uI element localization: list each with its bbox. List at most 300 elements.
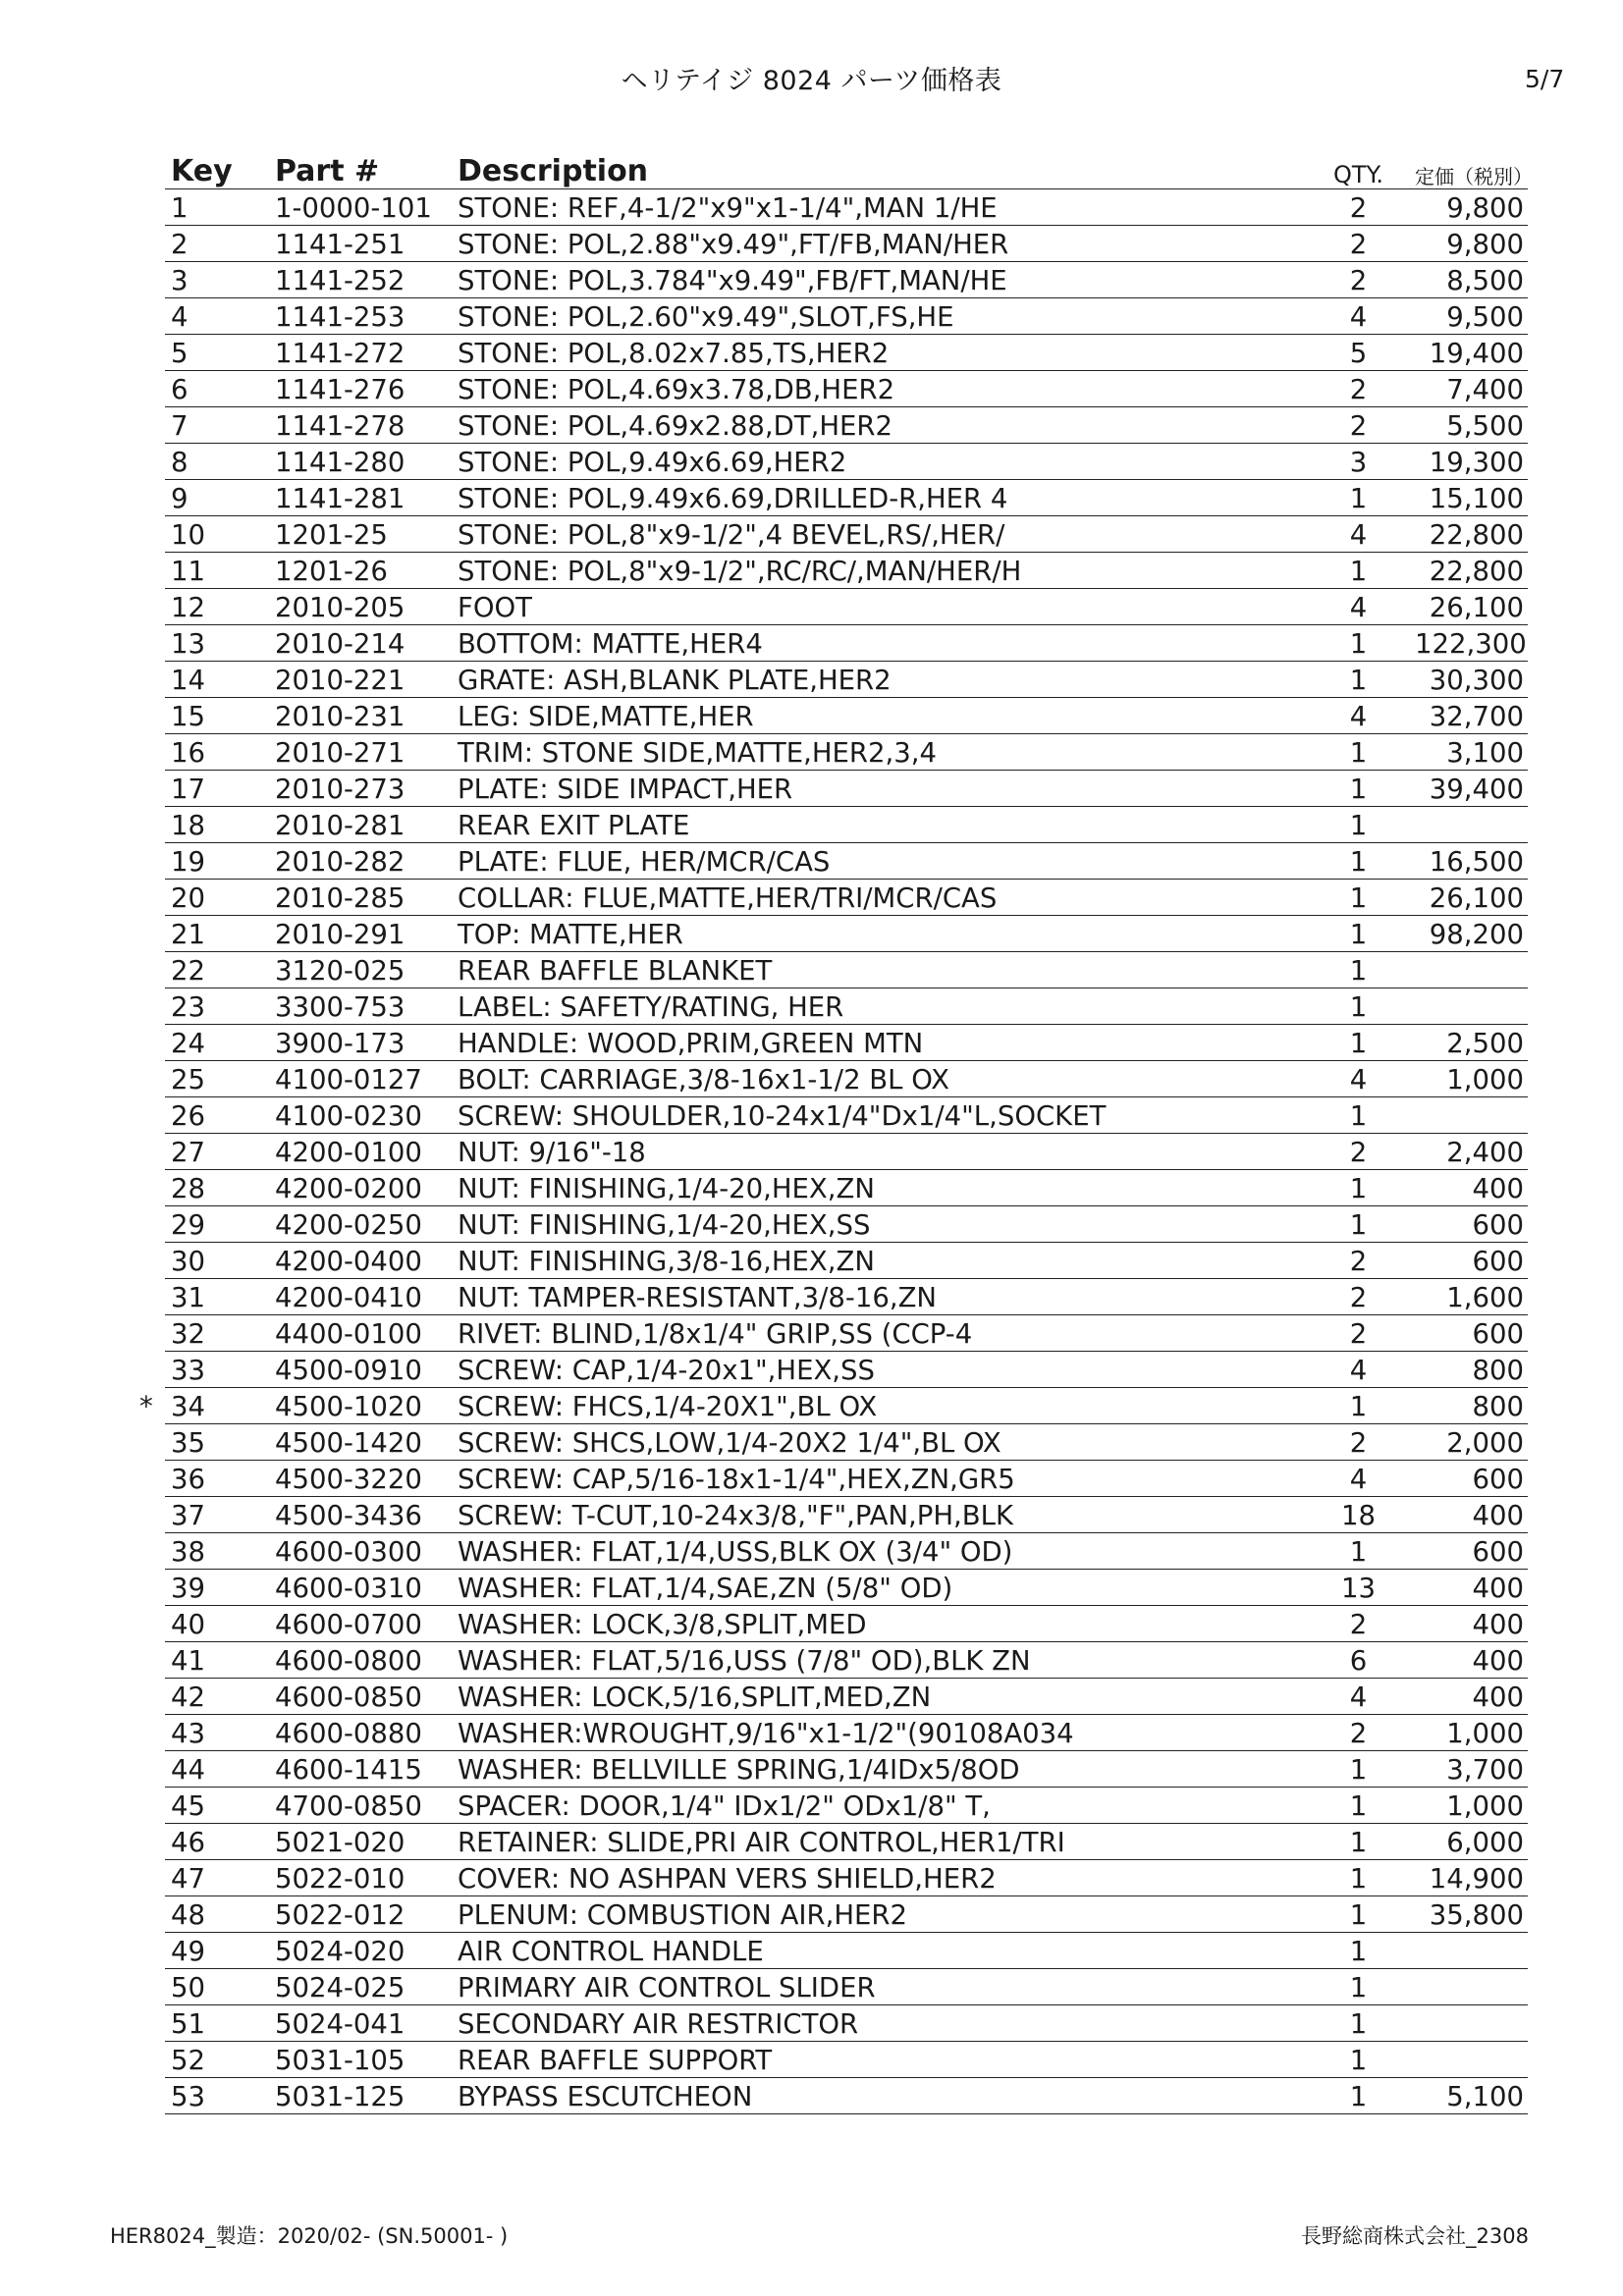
key-cell: [165, 1788, 275, 1824]
key-cell: [165, 371, 275, 407]
key-number: 52: [171, 2044, 205, 2076]
price-cell: [1415, 807, 1528, 843]
key-number: 16: [171, 736, 205, 769]
part-number-cell: 5022-012: [275, 1896, 458, 1933]
qty-cell: 1: [1302, 1824, 1415, 1860]
table-row: [165, 298, 1528, 335]
part-number-cell: 4500-1020: [275, 1388, 458, 1424]
price-cell: [1415, 1933, 1528, 1969]
key-cell: [165, 952, 275, 988]
table-row: [165, 771, 1528, 807]
key-cell: [165, 1824, 275, 1860]
table-row: [165, 1570, 1528, 1606]
table-row: [165, 843, 1528, 880]
description-cell: PLENUM: COMBUSTION AIR,HER2: [458, 1896, 1302, 1933]
key-number: 22: [171, 954, 205, 987]
key-number: 2: [171, 228, 189, 260]
table-row: [165, 335, 1528, 371]
qty-cell: 1: [1302, 553, 1415, 589]
table-row: [165, 407, 1528, 444]
qty-cell: 2: [1302, 189, 1415, 226]
key-number: 37: [171, 1499, 205, 1531]
qty-cell: 2: [1302, 407, 1415, 444]
qty-cell: 5: [1302, 335, 1415, 371]
key-number: 50: [171, 1971, 205, 2003]
description-cell: WASHER: FLAT,5/16,USS (7/8" OD),BLK ZN: [458, 1642, 1302, 1679]
table-row: [165, 1243, 1528, 1279]
column-header-price: 定価（税別）: [1415, 165, 1533, 188]
description-cell: COVER: NO ASHPAN VERS SHIELD,HER2: [458, 1860, 1302, 1896]
price-cell: 22,800: [1415, 553, 1528, 589]
part-number-cell: 4600-0310: [275, 1570, 458, 1606]
description-cell: NUT: 9/16"-18: [458, 1134, 1302, 1170]
table-row: [165, 262, 1528, 298]
part-number-cell: 1201-25: [275, 516, 458, 553]
key-number: 29: [171, 1208, 205, 1241]
part-number-cell: 5024-020: [275, 1933, 458, 1969]
price-cell: 6,000: [1415, 1824, 1528, 1860]
description-cell: LABEL: SAFETY/RATING, HER: [458, 988, 1302, 1025]
table-row: [165, 698, 1528, 734]
price-cell: 14,900: [1415, 1860, 1528, 1896]
qty-cell: 4: [1302, 298, 1415, 335]
key-cell: [165, 1279, 275, 1315]
table-row: [165, 589, 1528, 625]
description-cell: NUT: FINISHING,3/8-16,HEX,ZN: [458, 1243, 1302, 1279]
description-cell: WASHER: BELLVILLE SPRING,1/4IDx5/8OD: [458, 1751, 1302, 1788]
part-number-cell: 4600-1415: [275, 1751, 458, 1788]
key-number: 20: [171, 881, 205, 914]
part-number-cell: 2010-214: [275, 625, 458, 662]
description-cell: REAR BAFFLE BLANKET: [458, 952, 1302, 988]
table-row: [165, 734, 1528, 771]
column-header-key: Key: [171, 154, 233, 188]
description-cell: STONE: POL,3.784"x9.49",FB/FT,MAN/HE: [458, 262, 1302, 298]
key-cell: [165, 1679, 275, 1715]
key-cell: [165, 553, 275, 589]
price-cell: 400: [1415, 1642, 1528, 1679]
description-cell: SCREW: T-CUT,10-24x3/8,"F",PAN,PH,BLK: [458, 1497, 1302, 1533]
qty-cell: 1: [1302, 1206, 1415, 1243]
price-cell: 3,700: [1415, 1751, 1528, 1788]
price-cell: 400: [1415, 1679, 1528, 1715]
key-cell: [165, 988, 275, 1025]
part-number-cell: 2010-271: [275, 734, 458, 771]
part-number-cell: 4200-0200: [275, 1170, 458, 1206]
key-number: 38: [171, 1535, 205, 1568]
key-number: 42: [171, 1681, 205, 1713]
key-cell: [165, 1025, 275, 1061]
table-row: [165, 1860, 1528, 1896]
key-cell: [165, 662, 275, 698]
key-number: 3: [171, 264, 189, 296]
description-cell: BOLT: CARRIAGE,3/8-16x1-1/2 BL OX: [458, 1061, 1302, 1097]
key-cell: [165, 262, 275, 298]
key-number: 1: [171, 191, 189, 224]
key-cell: [165, 1969, 275, 2005]
part-number-cell: 5022-010: [275, 1860, 458, 1896]
price-cell: 1,600: [1415, 1279, 1528, 1315]
price-cell: 1,000: [1415, 1061, 1528, 1097]
key-number: 24: [171, 1027, 205, 1059]
part-number-cell: 4200-0400: [275, 1243, 458, 1279]
key-cell: [165, 880, 275, 916]
key-cell: [165, 2005, 275, 2042]
description-cell: NUT: FINISHING,1/4-20,HEX,SS: [458, 1206, 1302, 1243]
part-number-cell: 4200-0250: [275, 1206, 458, 1243]
price-cell: [1415, 2005, 1528, 2042]
description-cell: WASHER: FLAT,1/4,SAE,ZN (5/8" OD): [458, 1570, 1302, 1606]
table-row: [165, 1751, 1528, 1788]
description-cell: WASHER:WROUGHT,9/16"x1-1/2"(90108A034: [458, 1715, 1302, 1751]
key-cell: [165, 625, 275, 662]
key-cell: [165, 771, 275, 807]
price-cell: [1415, 988, 1528, 1025]
table-row: [165, 1097, 1528, 1134]
key-cell: [139, 1388, 275, 1424]
price-cell: 15,100: [1415, 480, 1528, 516]
description-cell: NUT: TAMPER-RESISTANT,3/8-16,ZN: [458, 1279, 1302, 1315]
key-number: 40: [171, 1608, 205, 1640]
key-number: 5: [171, 337, 189, 369]
price-cell: 5,500: [1415, 407, 1528, 444]
description-cell: STONE: POL,2.88"x9.49",FT/FB,MAN/HER: [458, 226, 1302, 262]
table-row: [165, 916, 1528, 952]
key-cell: [165, 298, 275, 335]
part-number-cell: 3120-025: [275, 952, 458, 988]
part-number-cell: 4200-0410: [275, 1279, 458, 1315]
part-number-cell: 1141-280: [275, 444, 458, 480]
footer-company: 長野総商株式会社_2308: [1301, 2224, 1529, 2248]
part-number-cell: 3300-753: [275, 988, 458, 1025]
description-cell: STONE: POL,2.60"x9.49",SLOT,FS,HE: [458, 298, 1302, 335]
key-number: 13: [171, 627, 205, 660]
price-cell: 7,400: [1415, 371, 1528, 407]
key-number: 36: [171, 1463, 205, 1495]
description-cell: STONE: POL,8.02x7.85,TS,HER2: [458, 335, 1302, 371]
part-number-cell: 4600-0880: [275, 1715, 458, 1751]
description-cell: RIVET: BLIND,1/8x1/4" GRIP,SS (CCP-4: [458, 1315, 1302, 1352]
table-row: [165, 1788, 1528, 1824]
key-cell: [165, 734, 275, 771]
price-cell: 2,400: [1415, 1134, 1528, 1170]
key-cell: [165, 1751, 275, 1788]
table-row: [165, 1896, 1528, 1933]
qty-cell: 4: [1302, 1461, 1415, 1497]
description-cell: BYPASS ESCUTCHEON: [458, 2078, 1302, 2114]
price-cell: [1415, 952, 1528, 988]
price-cell: 400: [1415, 1606, 1528, 1642]
table-row: [165, 1315, 1528, 1352]
table-row: [165, 1424, 1528, 1461]
qty-cell: 1: [1302, 1788, 1415, 1824]
part-number-cell: 2010-281: [275, 807, 458, 843]
description-cell: AIR CONTROL HANDLE: [458, 1933, 1302, 1969]
key-number: 18: [171, 809, 205, 841]
key-cell: [165, 1497, 275, 1533]
key-cell: [165, 807, 275, 843]
description-cell: COLLAR: FLUE,MATTE,HER/TRI/MCR/CAS: [458, 880, 1302, 916]
qty-cell: 2: [1302, 226, 1415, 262]
key-number: 27: [171, 1136, 205, 1168]
qty-cell: 1: [1302, 1388, 1415, 1424]
part-number-cell: 2010-285: [275, 880, 458, 916]
description-cell: FOOT: [458, 589, 1302, 625]
description-cell: WASHER: FLAT,1/4,USS,BLK OX (3/4" OD): [458, 1533, 1302, 1570]
qty-cell: 2: [1302, 1315, 1415, 1352]
description-cell: HANDLE: WOOD,PRIM,GREEN MTN: [458, 1025, 1302, 1061]
key-cell: [165, 407, 275, 444]
price-cell: 600: [1415, 1243, 1528, 1279]
page-title: ヘリテイジ 8024 パーツ価格表: [621, 66, 1002, 96]
part-number-cell: 1201-26: [275, 553, 458, 589]
description-cell: STONE: POL,9.49x6.69,DRILLED-R,HER 4: [458, 480, 1302, 516]
qty-cell: 1: [1302, 2042, 1415, 2078]
column-header-description: Description: [458, 154, 649, 188]
description-cell: SCREW: FHCS,1/4-20X1",BL OX: [458, 1388, 1302, 1424]
part-number-cell: 2010-221: [275, 662, 458, 698]
qty-cell: 1: [1302, 807, 1415, 843]
part-number-cell: 5021-020: [275, 1824, 458, 1860]
qty-cell: 2: [1302, 262, 1415, 298]
table-row: [165, 553, 1528, 589]
qty-cell: 2: [1302, 1715, 1415, 1751]
description-cell: RETAINER: SLIDE,PRI AIR CONTROL,HER1/TRI: [458, 1824, 1302, 1860]
table-row: [165, 625, 1528, 662]
part-number-cell: 4200-0100: [275, 1134, 458, 1170]
description-cell: STONE: POL,8"x9-1/2",4 BEVEL,RS/,HER/: [458, 516, 1302, 553]
qty-cell: 2: [1302, 1134, 1415, 1170]
qty-cell: 1: [1302, 480, 1415, 516]
table-row: [165, 1061, 1528, 1097]
part-number-cell: 1141-278: [275, 407, 458, 444]
table-row: [165, 371, 1528, 407]
key-cell: [165, 2078, 275, 2114]
key-number: 39: [171, 1572, 205, 1604]
key-cell: [165, 1606, 275, 1642]
key-cell: [165, 189, 275, 226]
part-number-cell: 4700-0850: [275, 1788, 458, 1824]
description-cell: SCREW: CAP,1/4-20x1",HEX,SS: [458, 1352, 1302, 1388]
description-cell: SCREW: CAP,5/16-18x1-1/4",HEX,ZN,GR5: [458, 1461, 1302, 1497]
key-cell: [165, 589, 275, 625]
description-cell: WASHER: LOCK,3/8,SPLIT,MED: [458, 1606, 1302, 1642]
key-cell: [165, 1315, 275, 1352]
qty-cell: 2: [1302, 1243, 1415, 1279]
key-number: 32: [171, 1317, 205, 1350]
table-row: [165, 1642, 1528, 1679]
qty-cell: 1: [1302, 843, 1415, 880]
qty-cell: 2: [1302, 1424, 1415, 1461]
table-row: [165, 480, 1528, 516]
key-number: 23: [171, 990, 205, 1023]
part-number-cell: 5031-105: [275, 2042, 458, 2078]
description-cell: WASHER: LOCK,5/16,SPLIT,MED,ZN: [458, 1679, 1302, 1715]
price-cell: [1415, 1969, 1528, 2005]
table-row: [165, 1679, 1528, 1715]
key-number: 31: [171, 1281, 205, 1313]
qty-cell: 1: [1302, 1533, 1415, 1570]
key-cell: [165, 1896, 275, 1933]
page-number: 5/7: [1525, 65, 1565, 93]
qty-cell: 1: [1302, 988, 1415, 1025]
description-cell: SPACER: DOOR,1/4" IDx1/2" ODx1/8" T,: [458, 1788, 1302, 1824]
table-row: [165, 1461, 1528, 1497]
key-cell: [165, 444, 275, 480]
key-number: 7: [171, 409, 189, 442]
price-cell: 30,300: [1415, 662, 1528, 698]
key-cell: [165, 1170, 275, 1206]
key-number: 19: [171, 845, 205, 878]
key-cell: [165, 1206, 275, 1243]
price-cell: 9,800: [1415, 189, 1528, 226]
price-cell: 2,500: [1415, 1025, 1528, 1061]
table-row: [165, 952, 1528, 988]
price-cell: 3,100: [1415, 734, 1528, 771]
part-number-cell: 4100-0230: [275, 1097, 458, 1134]
key-cell: [165, 2042, 275, 2078]
key-number: 45: [171, 1789, 205, 1822]
part-number-cell: 2010-282: [275, 843, 458, 880]
qty-cell: 3: [1302, 444, 1415, 480]
key-cell: [165, 335, 275, 371]
table-row: [165, 1388, 1528, 1424]
price-cell: 400: [1415, 1170, 1528, 1206]
qty-cell: 2: [1302, 1606, 1415, 1642]
qty-cell: 4: [1302, 1679, 1415, 1715]
price-cell: 800: [1415, 1388, 1528, 1424]
qty-cell: 2: [1302, 1279, 1415, 1315]
qty-cell: 6: [1302, 1642, 1415, 1679]
key-cell: [165, 698, 275, 734]
table-row: [165, 2042, 1528, 2078]
key-cell: [165, 1061, 275, 1097]
qty-cell: 1: [1302, 1860, 1415, 1896]
price-cell: [1415, 1097, 1528, 1134]
part-number-cell: 5031-125: [275, 2078, 458, 2114]
price-cell: 600: [1415, 1533, 1528, 1570]
key-number: 12: [171, 591, 205, 623]
qty-cell: 1: [1302, 1933, 1415, 1969]
table-body: [139, 189, 1528, 2114]
qty-cell: 4: [1302, 589, 1415, 625]
qty-cell: 1: [1302, 1751, 1415, 1788]
key-number: 4: [171, 300, 189, 333]
key-number: 15: [171, 700, 205, 732]
key-cell: [165, 1860, 275, 1896]
part-number-cell: 4400-0100: [275, 1315, 458, 1352]
key-number: 28: [171, 1172, 205, 1204]
asterisk-mark: *: [139, 1390, 153, 1422]
part-number-cell: 5024-025: [275, 1969, 458, 2005]
price-cell: [1415, 2042, 1528, 2078]
qty-cell: 4: [1302, 1352, 1415, 1388]
part-number-cell: 4600-0850: [275, 1679, 458, 1715]
table-row: [165, 226, 1528, 262]
qty-cell: 1: [1302, 1170, 1415, 1206]
table-row: [165, 1134, 1528, 1170]
key-number: 44: [171, 1753, 205, 1786]
qty-cell: 4: [1302, 516, 1415, 553]
column-header-part: Part #: [275, 154, 380, 188]
qty-cell: 1: [1302, 2005, 1415, 2042]
key-cell: [165, 916, 275, 952]
column-header-qty: QTY.: [1333, 161, 1383, 188]
description-cell: REAR EXIT PLATE: [458, 807, 1302, 843]
table-row: [165, 1533, 1528, 1570]
qty-cell: 1: [1302, 2078, 1415, 2114]
table-row: [165, 2005, 1528, 2042]
part-number-cell: 1141-272: [275, 335, 458, 371]
qty-cell: 4: [1302, 698, 1415, 734]
key-number: 14: [171, 664, 205, 696]
key-number: 48: [171, 1898, 205, 1931]
price-cell: 122,300: [1415, 625, 1528, 662]
qty-cell: 1: [1302, 952, 1415, 988]
part-number-cell: 4600-0800: [275, 1642, 458, 1679]
key-number: 8: [171, 446, 189, 478]
table-row: [165, 1606, 1528, 1642]
table-row: [165, 444, 1528, 480]
price-cell: 98,200: [1415, 916, 1528, 952]
qty-cell: 1: [1302, 1097, 1415, 1134]
price-cell: 9,500: [1415, 298, 1528, 335]
description-cell: SCREW: SHOULDER,10-24x1/4"Dx1/4"L,SOCKET: [458, 1097, 1302, 1134]
price-cell: 19,400: [1415, 335, 1528, 371]
description-cell: TRIM: STONE SIDE,MATTE,HER2,3,4: [458, 734, 1302, 771]
price-cell: 800: [1415, 1352, 1528, 1388]
part-number-cell: 1141-281: [275, 480, 458, 516]
key-number: 25: [171, 1063, 205, 1095]
part-number-cell: 4500-0910: [275, 1352, 458, 1388]
description-cell: STONE: REF,4-1/2"x9"x1-1/4",MAN 1/HE: [458, 189, 1302, 226]
key-number: 26: [171, 1099, 205, 1132]
key-cell: [165, 1570, 275, 1606]
part-number-cell: 1141-276: [275, 371, 458, 407]
part-number-cell: 1-0000-101: [275, 189, 458, 226]
qty-cell: 2: [1302, 371, 1415, 407]
part-number-cell: 2010-205: [275, 589, 458, 625]
part-number-cell: 5024-041: [275, 2005, 458, 2042]
description-cell: TOP: MATTE,HER: [458, 916, 1302, 952]
key-cell: [165, 1715, 275, 1751]
key-number: 35: [171, 1426, 205, 1459]
description-cell: STONE: POL,4.69x2.88,DT,HER2: [458, 407, 1302, 444]
table-row: [165, 1824, 1528, 1860]
key-number: 30: [171, 1245, 205, 1277]
price-cell: 22,800: [1415, 516, 1528, 553]
qty-cell: 1: [1302, 771, 1415, 807]
key-number: 17: [171, 773, 205, 805]
description-cell: BOTTOM: MATTE,HER4: [458, 625, 1302, 662]
key-number: 51: [171, 2007, 205, 2040]
table-row: [165, 880, 1528, 916]
table-row: [165, 1279, 1528, 1315]
price-cell: 26,100: [1415, 880, 1528, 916]
table-row: [165, 1969, 1528, 2005]
key-number: 49: [171, 1935, 205, 1967]
qty-cell: 1: [1302, 625, 1415, 662]
part-number-cell: 4600-0700: [275, 1606, 458, 1642]
description-cell: STONE: POL,8"x9-1/2",RC/RC/,MAN/HER/H: [458, 553, 1302, 589]
key-number: 6: [171, 373, 189, 405]
qty-cell: 1: [1302, 880, 1415, 916]
key-cell: [165, 1352, 275, 1388]
description-cell: NUT: FINISHING,1/4-20,HEX,ZN: [458, 1170, 1302, 1206]
part-number-cell: 3900-173: [275, 1025, 458, 1061]
price-cell: 600: [1415, 1461, 1528, 1497]
key-cell: [165, 1533, 275, 1570]
